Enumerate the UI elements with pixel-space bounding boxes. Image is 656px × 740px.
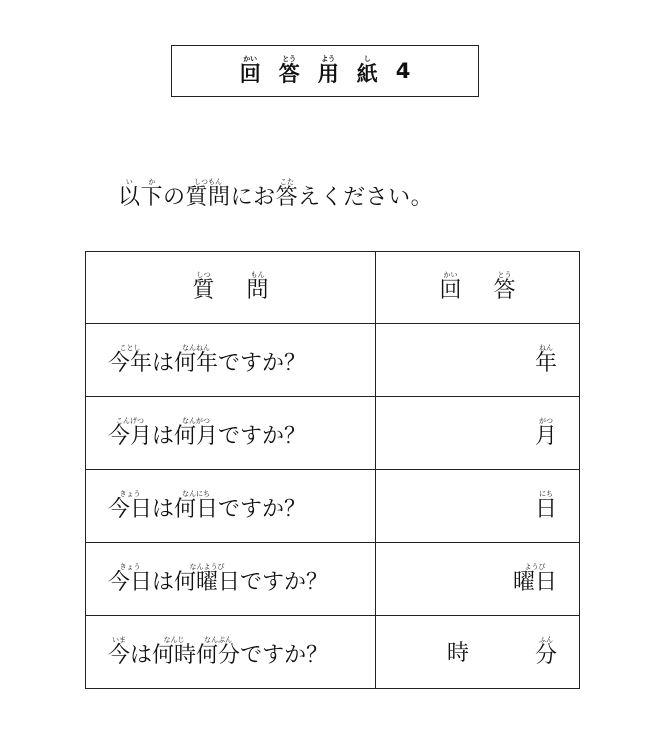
title-char: 回かい <box>239 54 261 86</box>
title-char: 答とう <box>278 54 300 86</box>
question-month: 今月こんげつは何月なんがつですか？ <box>86 397 376 470</box>
table-row <box>86 397 580 470</box>
title-char: 用よう <box>317 54 339 86</box>
question-answer-table <box>85 251 580 689</box>
table-header-row <box>86 252 580 324</box>
instruction-text: 以い下かの質問しつもんにお答こたえください。 <box>118 178 434 210</box>
answer-time-field[interactable] <box>376 616 580 689</box>
answer-month-field[interactable]: 月がつ <box>376 397 580 470</box>
answer-day-field[interactable]: 日にち <box>376 470 580 543</box>
answer-sheet-title <box>171 45 479 97</box>
answer-weekday-field[interactable]: 曜日ようび <box>376 543 580 616</box>
answer-minute-unit: 分ふん <box>534 635 557 668</box>
table-row <box>86 470 580 543</box>
question-weekday: 今日きょうは何曜日なんようびですか？ <box>86 543 376 616</box>
table-row <box>86 324 580 397</box>
answer-hour-unit: 時 <box>446 640 469 666</box>
title-number: 4 <box>395 59 411 83</box>
table-row <box>86 616 580 689</box>
answer-year-field[interactable]: 年ねん <box>376 324 580 397</box>
header-answer: 回かい答とう <box>376 252 580 324</box>
question-day: 今日きょうは何日なんにちですか？ <box>86 470 376 543</box>
header-question: 質しつ問もん <box>86 252 376 324</box>
question-time: 今いまは何時なんじ何分なんぷんですか？ <box>86 616 376 689</box>
title-char: 紙し <box>356 54 378 86</box>
question-year: 今年ことしは何年なんねんですか？ <box>86 324 376 397</box>
table-row <box>86 543 580 616</box>
